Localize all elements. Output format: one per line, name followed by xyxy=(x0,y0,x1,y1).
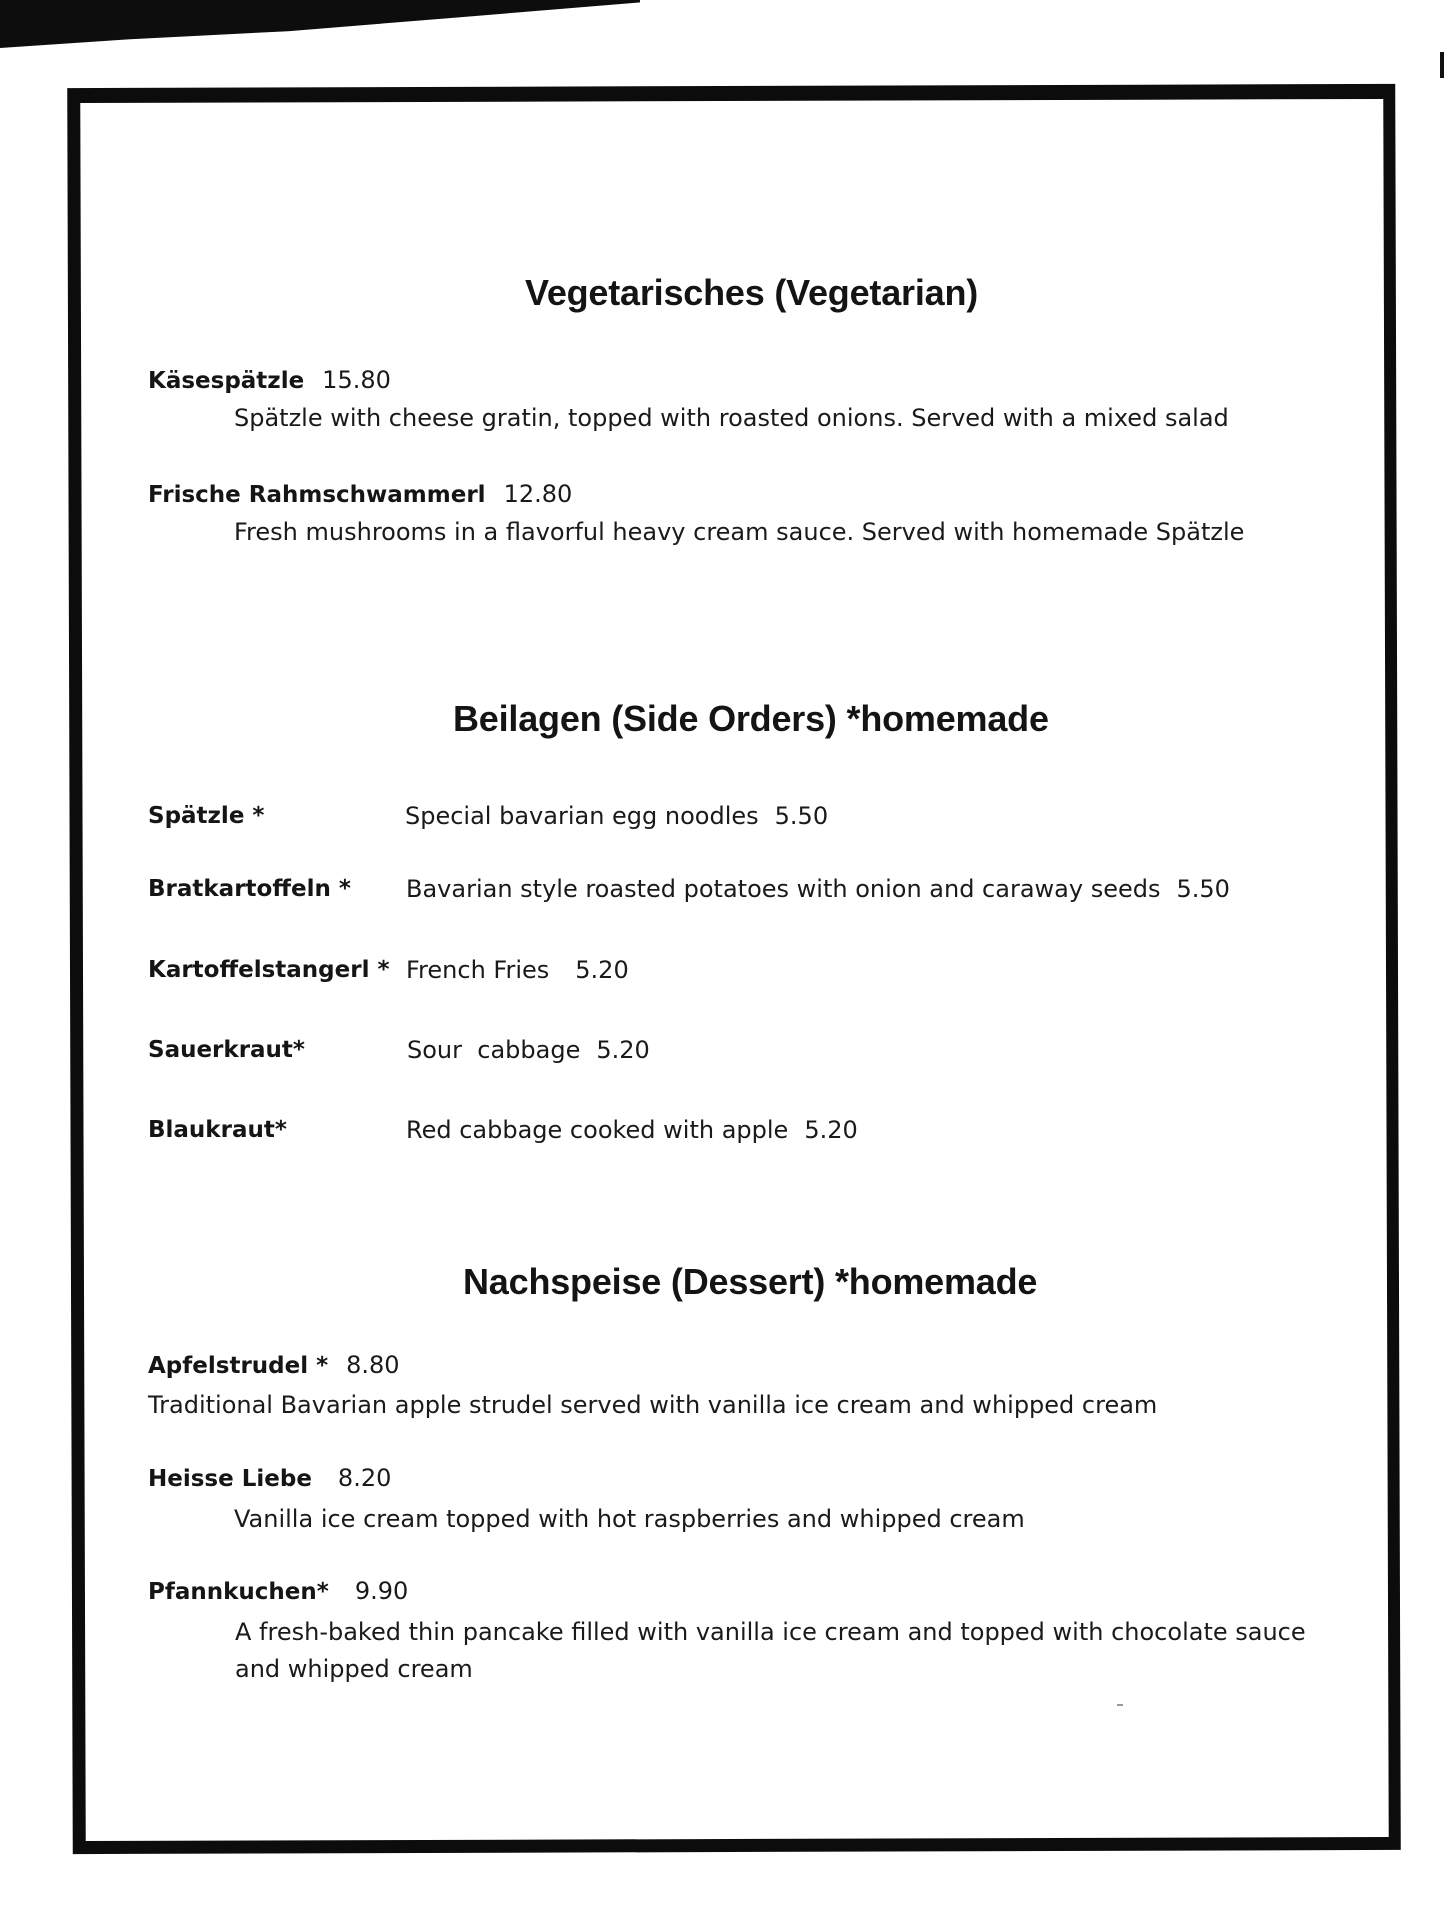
side-item-description: Special bavarian egg noodles xyxy=(405,802,759,830)
item-name: Frische Rahmschwammerl xyxy=(148,482,486,508)
side-item-name: Spätzle * xyxy=(148,803,265,829)
item-description: Spätzle with cheese gratin, topped with roasted onions. Served with a mixed salad xyxy=(234,404,1229,432)
section-heading-dessert: Nachspeise (Dessert) *homemade xyxy=(463,1261,1038,1302)
scan-artifact xyxy=(0,0,640,48)
side-item-price: 5.20 xyxy=(596,1036,650,1064)
item-description: Traditional Bavarian apple strudel served with vanilla ice cream and whipped cream xyxy=(148,1391,1158,1419)
item-price: 15.80 xyxy=(322,366,391,394)
menu-item xyxy=(148,366,391,394)
section-heading-sides: Beilagen (Side Orders) *homemade xyxy=(453,698,1049,739)
side-item-description: French Fries xyxy=(406,956,550,984)
side-item-detail xyxy=(406,875,1230,903)
side-item-price: 5.20 xyxy=(804,1116,858,1144)
item-description: A fresh-baked thin pancake filled with vanilla ice cream and topped with chocolate sauce and whipped cream xyxy=(235,1618,1306,1683)
item-price: 8.20 xyxy=(337,1464,392,1492)
side-item-description: Red cabbage cooked with apple xyxy=(406,1116,789,1144)
item-description: Fresh mushrooms in a flavorful heavy cream sauce. Served with homemade Spätzle xyxy=(234,518,1245,546)
side-item-name: Kartoffelstangerl * xyxy=(148,957,390,983)
item-price: 8.80 xyxy=(346,1351,400,1379)
item-description: Vanilla ice cream topped with hot raspberries and whipped cream xyxy=(234,1505,1025,1533)
side-item-detail xyxy=(407,1036,650,1064)
side-item-price: 5.50 xyxy=(1176,875,1230,903)
side-item-detail xyxy=(406,1116,858,1144)
item-name: Heisse Liebe xyxy=(148,1466,312,1492)
item-price: 12.80 xyxy=(503,480,573,508)
side-item-price: 5.20 xyxy=(575,956,629,984)
menu-item xyxy=(148,1577,408,1605)
menu-item xyxy=(148,1464,391,1492)
side-item-name: Blaukraut* xyxy=(148,1117,287,1143)
menu-item xyxy=(148,1351,400,1379)
scan-mark xyxy=(1440,52,1444,78)
item-name: Pfannkuchen* xyxy=(148,1579,329,1605)
side-item-name: Sauerkraut* xyxy=(148,1037,305,1063)
section-heading-vegetarian: Vegetarisches (Vegetarian) xyxy=(525,272,979,313)
side-item-name: Bratkartoffeln * xyxy=(148,876,351,902)
item-price: 9.90 xyxy=(354,1577,409,1605)
scan-speck xyxy=(1117,1704,1123,1706)
side-item-description: Sour cabbage xyxy=(407,1036,581,1064)
item-name: Käsespätzle xyxy=(148,368,305,394)
side-item-description: Bavarian style roasted potatoes with onion and caraway seeds xyxy=(406,875,1161,903)
side-item-detail xyxy=(405,802,828,830)
item-name: Apfelstrudel * xyxy=(148,1353,329,1379)
side-item-price: 5.50 xyxy=(774,802,829,830)
side-item-detail xyxy=(406,956,629,984)
menu-item xyxy=(148,480,572,508)
